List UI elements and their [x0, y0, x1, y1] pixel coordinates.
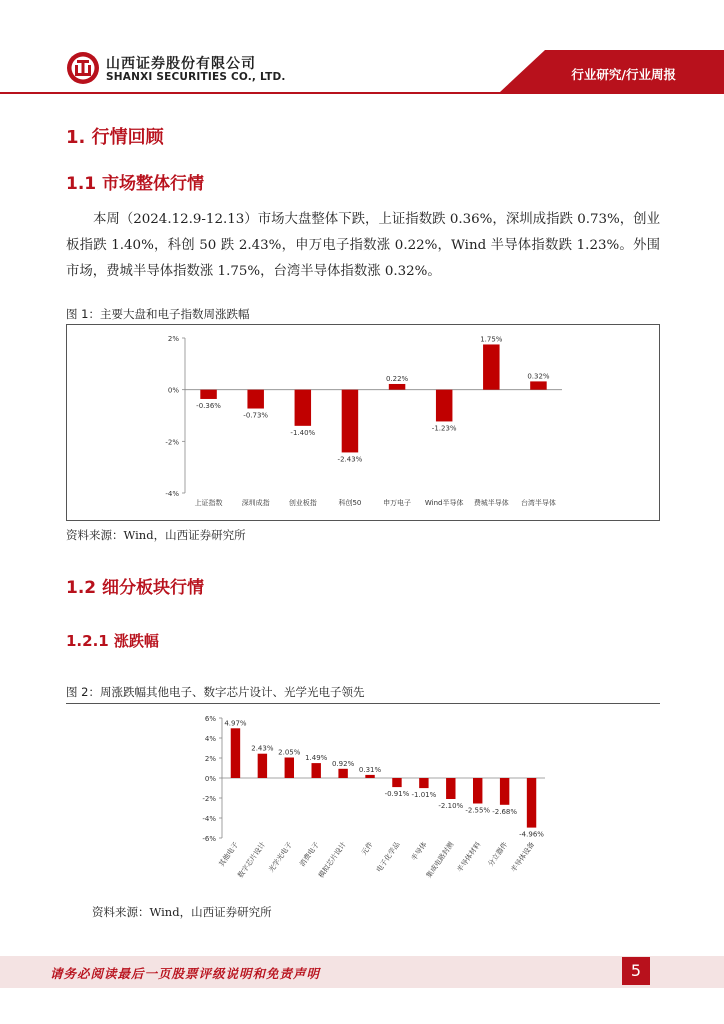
y-tick-label: -4% — [202, 815, 216, 823]
bar — [338, 769, 347, 778]
data-label: -2.43% — [337, 455, 363, 464]
figure-2-source: 资料来源：Wind，山西证券研究所 — [92, 905, 272, 919]
category-label: 消费电子 — [298, 840, 321, 869]
data-label: -1.40% — [290, 428, 316, 437]
category-label: 申万电子 — [383, 499, 412, 507]
bar — [200, 390, 216, 399]
bar — [527, 778, 536, 828]
figure-1-source: 资料来源：Wind，山西证券研究所 — [66, 528, 246, 542]
company-logo-icon — [66, 51, 100, 85]
category-label: 数字芯片设计 — [236, 840, 268, 880]
bar — [231, 728, 240, 778]
y-tick-label: 0% — [204, 775, 216, 783]
figure-2-chart — [190, 710, 570, 900]
data-label: -0.36% — [196, 401, 221, 410]
bar — [247, 390, 263, 409]
report-type-tag: 行业研究/行业周报 — [571, 67, 676, 82]
data-label: -2.10% — [438, 802, 464, 810]
data-label: -0.91% — [384, 790, 410, 799]
data-label: -2.68% — [492, 807, 518, 816]
section-heading-1-1: 1.1 市场整体行情 — [66, 174, 205, 194]
data-label: -1.23% — [431, 424, 457, 433]
y-tick-label: 4% — [204, 735, 216, 743]
figure-1-right-border — [659, 324, 660, 520]
figure-1-top-rule — [66, 324, 660, 325]
data-label: 2.43% — [251, 744, 274, 753]
data-label: 0.32% — [527, 372, 550, 381]
category-label: 模拟芯片设计 — [317, 840, 348, 880]
category-label: 电子化学品 — [374, 840, 402, 874]
bar — [500, 778, 509, 805]
market-summary-paragraph: 本周（2024.12.9-12.13）市场大盘整体下跌，上证指数跌 0.36%，深圳成指跌 0.73%，创业板指跌 1.40%，科创 50 跌 2.43%，申万电子指数涨 0.22%，Wind 半导体指数跌 1.23%。外围市场，费城半导体指数涨 1.75%，台湾半导体指数涨 0.32%。 — [66, 212, 660, 279]
bar — [342, 390, 358, 453]
section-heading-1: 1. 行情回顾 — [66, 127, 164, 148]
data-label: -0.73% — [243, 411, 269, 420]
category-label: 创业板指 — [288, 499, 317, 507]
bar — [473, 778, 482, 804]
page-number: 5 — [622, 957, 650, 985]
bar — [311, 763, 320, 778]
data-label: 0.92% — [332, 759, 355, 768]
footer-disclaimer: 请务必阅读最后一页股票评级说明和免责声明 — [50, 966, 321, 981]
bar — [285, 758, 294, 779]
bar — [392, 778, 401, 787]
bar — [530, 381, 546, 389]
bar — [483, 344, 499, 389]
category-label: Wind半导体 — [424, 499, 464, 507]
bar — [365, 775, 374, 778]
data-label: -2.55% — [465, 806, 491, 815]
category-label: 其他电子 — [217, 840, 241, 869]
category-label: 半导体设备 — [509, 840, 537, 874]
y-tick-label: -4% — [165, 490, 179, 498]
category-label: 分立器件 — [486, 840, 510, 869]
section-heading-1-2-1: 1.2.1 涨跌幅 — [66, 632, 159, 650]
y-tick-label: 6% — [204, 715, 216, 723]
figure-2-top-rule — [66, 703, 660, 704]
data-label: 1.49% — [305, 754, 328, 763]
bar — [295, 390, 311, 426]
data-label: 4.97% — [224, 719, 247, 728]
figure-2-title: 图 2：周涨跌幅其他电子、数字芯片设计、光学光电子领先 — [66, 685, 365, 699]
y-tick-label: 2% — [167, 335, 179, 343]
category-label: 半导体材料 — [455, 840, 483, 874]
figure-1-chart — [150, 328, 570, 518]
figure-1-left-border — [66, 324, 67, 520]
bar — [436, 390, 452, 422]
category-label: 光学光电子 — [267, 840, 294, 874]
category-label: 集成电路封测 — [424, 840, 456, 880]
category-label: 台湾半导体 — [520, 499, 556, 507]
category-label: 费城半导体 — [473, 499, 509, 507]
y-tick-label: -2% — [165, 438, 179, 447]
category-label: 上证指数 — [194, 499, 223, 507]
y-tick-label: -2% — [202, 795, 216, 803]
category-label: 元件 — [360, 840, 375, 857]
bar — [258, 754, 267, 778]
figure-1-bottom-rule — [66, 520, 660, 521]
data-label: -1.01% — [411, 791, 437, 800]
category-label: 深圳成指 — [241, 499, 270, 507]
y-tick-label: 0% — [167, 386, 179, 395]
data-label: 0.31% — [358, 765, 382, 774]
category-label: 科创50 — [338, 499, 362, 507]
figure-1-title: 图 1：主要大盘和电子指数周涨跌幅 — [66, 307, 250, 321]
company-name-en: SHANXI SECURITIES CO., LTD. — [106, 71, 286, 83]
data-label: -4.96% — [519, 830, 544, 839]
data-label: 0.22% — [385, 374, 409, 383]
section-heading-1-2: 1.2 细分板块行情 — [66, 578, 205, 598]
y-tick-label: -6% — [202, 835, 216, 843]
data-label: 2.05% — [278, 748, 301, 757]
y-tick-label: 2% — [204, 755, 216, 763]
data-label: 1.75% — [480, 335, 503, 344]
page-header — [0, 0, 724, 96]
bar — [446, 778, 455, 799]
category-label: 半导体 — [409, 840, 429, 863]
bar — [419, 778, 428, 788]
bar — [389, 384, 405, 390]
company-name-cn: 山西证券股份有限公司 — [106, 56, 256, 72]
